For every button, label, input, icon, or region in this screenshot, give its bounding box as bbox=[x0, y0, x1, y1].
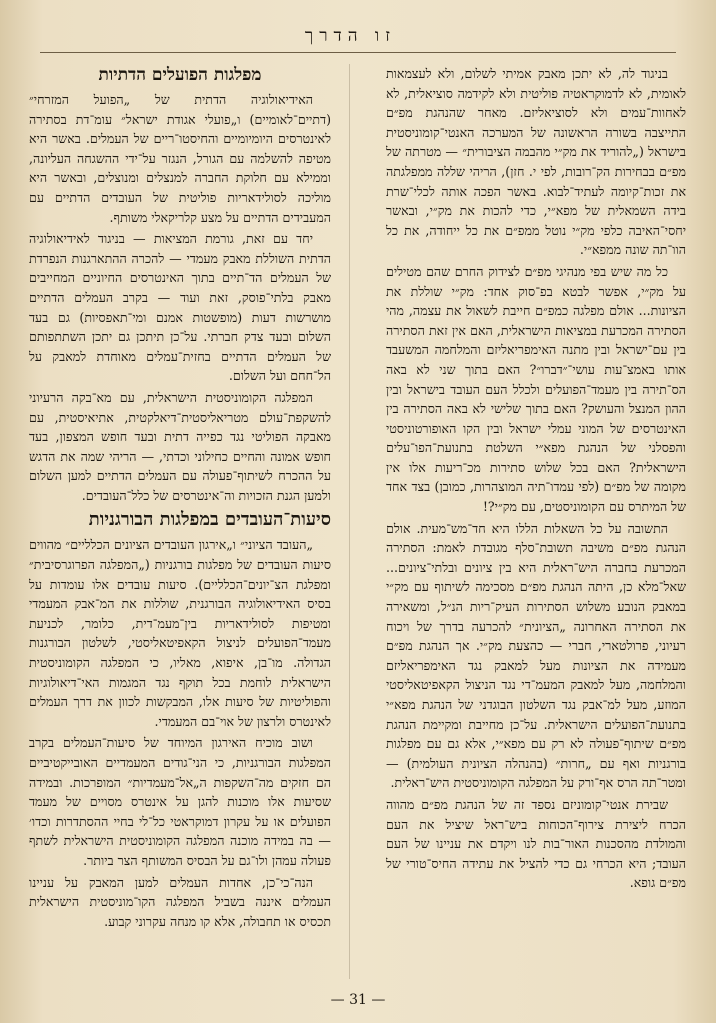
paragraph: המפלגה הקומוניסטית הישראלית, עם מא־בקה הרעיוני להשקפת־עולם מטריאליסטית־דיאלקטית, אתיאיסטית, עם מאבקה הפוליטי נגד כפייה דתית ובעד חופש המצפון, בעד חופש אמונה והחיים כחילוני וכדתי, — הריהי שמה את הדגש על ההכרח לשיתוף־פעולה עם העמלים הדתיים למען השלום ולמען הגנת הזכויות וה־אינטרסים של כלל־העובדים. bbox=[29, 389, 331, 503]
page-number: — 31 — bbox=[330, 992, 386, 1008]
paragraph: הנה־כי־כן, אחדות העמלים למען המאבק על עניינו העמלים איננה בשביל המפלגה הקו־מוניסטית הישראלית תכסיס או תחבולה, אלא קו מנחה עקרוני קבוע. bbox=[29, 874, 331, 929]
section-title-religious-parties: מפלגות הפועלים הדתיות bbox=[98, 65, 262, 85]
paragraph: יחד עם זאת, גורמת המציאות — בניגוד לאידיאולוגיה הדתית השוללת מאבק מעמדי — להכרה ההתארגנות הנפרדת של העמלים הד־תיים בתוך האינטרסים החיוניים המחייבים מאבק בלתי־פוסק, זאת ועוד — בקרב העמלים הדתיים מושרשות דעות (מופשטות אמנם ומי־תאפסיות) גם בעד השלום ובעד צדק חברתי. על־כן תיתכן גם יתכן השתתפותם של העמלים הדתיים בחזית־עמלים מאוחדת למאבק על הל־חחם ועל השלום. bbox=[29, 231, 331, 384]
right-column bbox=[386, 64, 686, 979]
section-title-bourgeois-factions: סיעות־העובדים במפלגות הבורגניות bbox=[88, 509, 331, 531]
paragraph: שבירת אנטי־קומוניזם נספד זה של הנהגת מפ״ם מהווה הכרח ליצירת צירוף־הכוחות ביש־ראל שיציל את העם והמולדת מהסכנות האור־בות לנו ויקדם את עניינו של העם העובד; היא הכרחי גם כדי להציל את עתידה החיס־טורי של מפ״ם גופא. bbox=[386, 796, 686, 891]
column-divider bbox=[349, 64, 350, 979]
paragraph: „העובד הציוני״ ו„אירגון העובדים הציונים הכלליים״ מהווים סיעות העובדים של מפלגות בורגניות („המפלגה הפרוגרסיבית״ ומפלגת הצ־יונים־הכלליים). סיעות עובדים אלו עומדות על בסיס האידיאולוגיה הבורגנית, שוללות את המ־אבק המעמדי ומטיפות לסולידאריות בין־מעמ־דית, כלומר, לכניעת מעמד־הפועלים לניצול הקאפיטאליסטי, לשלטון הבורגנות הגדולה. מו־בן, איפוא, מאליו, כי המפלגה הקומוניסטית הישראלית לוחמת בכל תוקף נגד המגמות האי־דיאולוגיות והפוליטיות של סיעות אלו, המבקשות לכוון את דרך העמלים לאינטרס ולרצון של אוי־בם המעמדי. bbox=[29, 537, 331, 729]
paragraph: כל מה שיש בפי מנהיגי מפ״ם לצידוק החרם שהם מטילים על מק״י, אפשר לבטא בפ־סוק אחד: מק״י שוללת את הציונות... אולם מפלגה כמפ״ם חייבת לשאול את עצמה, מהי הסתירה המכרעת במציאות הישראלית, האם אין זאת הסתירה בין עם־ישראל ובין מתנה האימפריאליזם והמלחמה המשעבד אותו באמצ־עות עושי־״דברו״? האם בתוך שני לא באה הס־תירה בין מעמד־הפועלים ולכלל העם העובד בישראל ובין ההון המנצל והעושק? האם בתוך שלישי לא באה הסתירה בין האינטרסים של המוני עמלי ישראל ובין הקו האופורטוניסטי והפסלני של הנהגת מפא״י השלטת בתנועת־הפו־עלים הישראלית? האם בכל שלוש סתירות מכ־ריעות אלו אין מקומה של מפ״ם (לפי עמדו־תיה המוצהרות, כמובן) בצד אחד של המיתרס עם הקומוניסטים, עם מק״י?! bbox=[386, 263, 686, 515]
left-column bbox=[29, 64, 331, 979]
paragraph: התשובה על כל השאלות הללו היא חד־מש־מעית. אולם הנהגת מפ״ם משיבה תשובת־סלף מגובדת לאמת: הסתירה המכרעת בחברה היש־ראלית היא בין ציונים ובלתי־ציונים... שאל־מלא כן, היתה הנהגת מפ״ם מסכימה לשיתוף עם מק״י במאבק הנובע משלוש הסתירות העיק־ריות הנ״ל, ומשאירה את הסתירה האחרונה „הציונית״ להכרעה בדרך של ויכוח רעיוני, פרולטארי, חברי — כהצעת מק״י. אך הנהגת מפ״ם מעמידה את הציונות מעל למאבק נגד האימפריאליזם והמלחמה, מעל למאבק המעמ־די נגד הניצול הקאפיטאליסטי המוזע, מעל למ־אבק נגד השלטון הבוגדני של הנהגת מפא״י בתנועת־הפועלים הישראלית. על־כן מחייבת ומקיימת הנהגת מפ״ם שיתוף־פעולה לא רק עם מפא״י, אלא גם עם מפלגות בורגניות ואף עם „חרות״ (בהנהלה הציונית העולמית) — ומטר־תה הרס אף־ורק על המפלגה הקומוניסטית היש־ראלית. bbox=[386, 520, 686, 791]
running-header bbox=[40, 22, 676, 53]
running-head-title: זו הדרך bbox=[304, 26, 396, 46]
paragraph: ושוב מוכיח האירגון המיוחד של סיעות־העמלים בקרב המפלגות הבורגניות, כי הני־גודים המעמדיים האובייקטיביים הם חזקים מה־השקפות ה„אל־מעמדיות״ המופרכות. ובמידה שסיעות אלו מוכנות להגן על אינטרס מסויים של מעמד הפועלים או על עקרון דמוקראטי כל־לי בחיי ההסתדרות וכדו׳ — בה במידה מוכנה המפלגה הקומוניסטית הישראלית לשתף פעולה עמהן ולו־גם על הבסיס המשותף הצר ביותר. bbox=[29, 735, 331, 868]
paragraph: האידיאולוגיה הדתית של „הפועל המזרחי״ (דתיים־לאומיים) ו„פועלי אגודת ישראל״ עומ־דת בסתירה לאינטרסים היומיומיים והחיסטו־ריים של העמלים. באשר היא מטיפה להשלמה עם הגורל, הנגזר על־ידי ההשגחה העליונה, וממילא עם חלוקת החברה למנצלים ומנוצלים, ובאשר היא מוליכה לסולידאריות פוליטית של העובדים הדתיים עם המעבידים הדתיים על מצע קלריקאלי משותף. bbox=[29, 92, 331, 225]
paragraph: בניגוד לה, לא יתכן מאבק אמיתי לשלום, ולא לעצמאות לאומית, לא לדמוקראטיה פוליטית ולא לקידמה סוציאלית, לא לאחוות־עמים ולא לסוציאליזם. מאחר שהנהגת מפ״ם התייצבה בשורה הראשונה של המערכה האנטי־קומוניסטית בישראל („להוריד את מק״י מהבמה הציבורית״ — מטרתה של מפ״ם בבחירות הק־רובות, לפי י. חזן), הריהי שללה ממפלגתה את זכות־קיומה לעתיד־לבוא. באשר הפכה אותה לכלי־שרת בידה השמאלית של מפא״י, כדי להכות את מק״י, ובאשר יחסי־האיבה כלפי מק״י נוטל ממפ״ם את כל ייחודה, את כל הוו־תה שונה ממפא״י. bbox=[386, 66, 686, 258]
